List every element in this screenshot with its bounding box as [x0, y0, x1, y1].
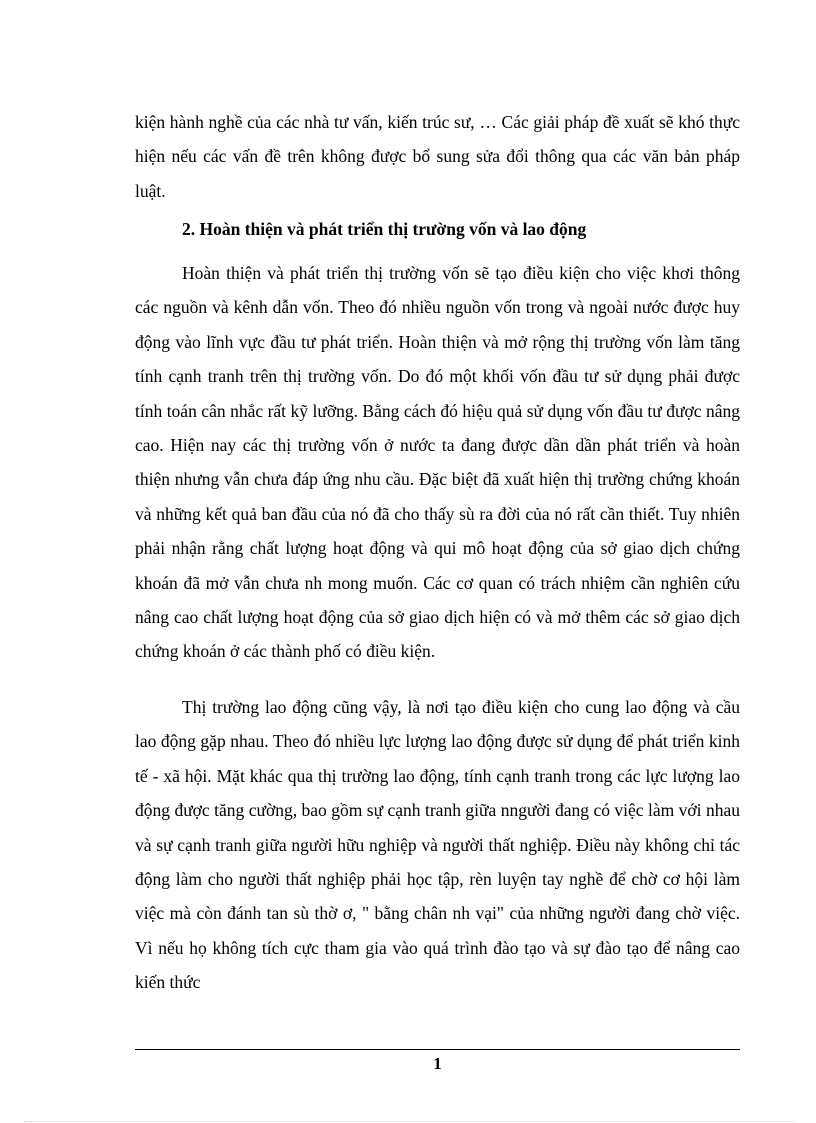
paragraph-labor-market: Thị trường lao động cũng vậy, là nơi tạo điều kiện cho cung lao động và cầu lao động gặp nhau. Theo đó nhiều lực lượng lao động được sử dụng để phát triển kinh tế - xã hội. Mặt khác qua thị trường lao động, tính cạnh tranh trong các lực lượng lao động được tăng cường, bao gồm sự cạnh tranh giữa nngười đang có việc làm với nhau và sự cạnh tranh giữa người hữu nghiệp và người thất nghiệp. Điều này không chỉ tác động làm cho người thất nghiệp phải học tập, rèn luyện tay nghề để chờ cơ hội làm việc mà còn đánh tan sù thờ ơ, " bằng chân nh vại" của những người đang chờ việc. Vì nếu họ không tích cực tham gia vào quá trình đào tạo và sự đào tạo để nâng cao kiến thức [135, 697, 740, 993]
section-heading: 2. Hoàn thiện và phát triển thị trường vốn và lao động [182, 219, 587, 239]
footer-divider [135, 1049, 740, 1050]
paragraph-continuation: kiện hành nghề của các nhà tư vấn, kiến trúc sư, … Các giải pháp đề xuất sẽ khó thực hiện nếu các vấn đề trên không được bổ sung sửa đổi thông qua các văn bản pháp luật. [135, 112, 740, 201]
page-number: 1 [433, 1054, 442, 1073]
paragraph-capital-market: Hoàn thiện và phát triển thị trường vốn sẽ tạo điều kiện cho việc khơi thông các nguồn và kênh dẫn vốn. Theo đó nhiều nguồn vốn trong và ngoài nước được huy động vào lĩnh vực đầu tư phát triển. Hoàn thiện và mở rộng thị trường vốn làm tăng tính cạnh tranh trên thị trường vốn. Do đó một khối vốn đầu tư sử dụng phải được tính toán cân nhắc rất kỹ lưỡng. Bằng cách đó hiệu quả sử dụng vốn đầu tư được nâng cao. Hiện nay các thị trường vốn ở nước ta đang được dần dần phát triển và hoàn thiện nhưng vẫn chưa đáp ứng nhu cầu. Đặc biệt đã xuất hiện thị trường chứng khoán và những kết quả ban đầu của nó đã cho thấy sù ra đời của nó rất cần thiết. Tuy nhiên phải nhận rằng chất lượng hoạt động và qui mô hoạt động của sở giao dịch chứng khoán đã mở vẫn chưa nh mong muốn. Các cơ quan có trách nhiệm cần nghiên cứu nâng cao chất lượng hoạt động của sở giao dịch hiện có và mở thêm các sở giao dịch chứng khoán ở các thành phố có điều kiện. [135, 263, 740, 662]
page-bottom-edge [24, 1121, 794, 1122]
